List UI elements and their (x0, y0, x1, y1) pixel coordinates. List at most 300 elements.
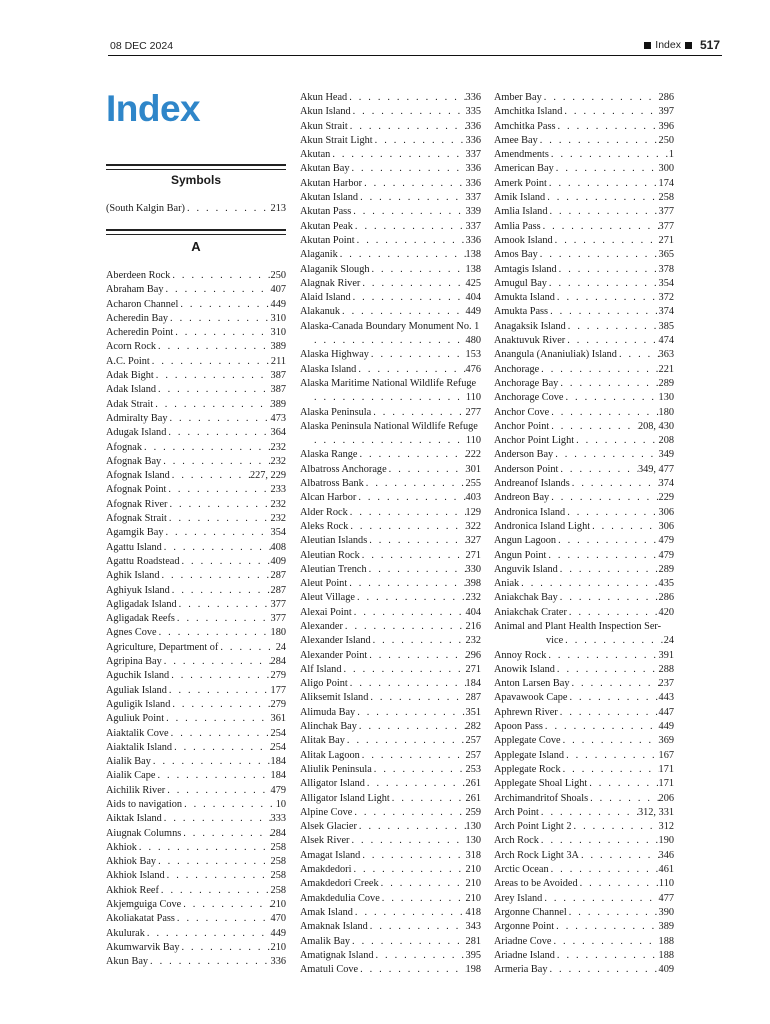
entry-page: 374 (658, 478, 674, 490)
dot-leader (564, 749, 658, 763)
entry-page: 258 (658, 192, 674, 204)
index-entry (494, 820, 674, 834)
index-column-2 (300, 91, 481, 977)
index-entry (494, 649, 674, 663)
index-entry (494, 434, 674, 448)
entry-name: Arey Island (494, 892, 543, 904)
entry-page: 349, 477 (637, 463, 674, 475)
page-title: Index (106, 88, 201, 129)
entry-page: 271 (465, 549, 481, 561)
entry-name: Aialik Bay (106, 756, 151, 768)
index-entry (300, 806, 481, 820)
index-entry (300, 620, 481, 634)
index-entry (494, 348, 674, 362)
entry-name: Ariadne Island (494, 949, 555, 961)
entry-name: Angun Point (494, 549, 547, 561)
dot-leader (165, 869, 271, 883)
header-section (644, 38, 720, 52)
dot-leader (567, 606, 659, 620)
dot-leader (159, 569, 270, 583)
dot-leader (159, 884, 271, 898)
entry-name: Anchorage (494, 363, 540, 375)
index-entry (106, 298, 286, 312)
entry-page: 336 (465, 92, 481, 103)
index-entry (300, 749, 481, 763)
index-entry (106, 812, 286, 826)
entry-name: Adak Strait (106, 398, 154, 410)
entry-name: Alaska Island (300, 363, 357, 375)
entry-page: 233 (270, 484, 286, 496)
dot-leader (355, 591, 466, 605)
entry-page: 372 (658, 292, 674, 304)
entry-name: Anagaksik Island (494, 320, 566, 332)
header-section-label: Index (655, 39, 681, 51)
entry-name: Aliksemit Island (300, 692, 369, 704)
entry-page: 306 (658, 520, 674, 532)
index-entry (494, 734, 674, 748)
index-entry (300, 91, 481, 105)
dot-leader (154, 369, 271, 383)
entry-page: 153 (465, 349, 481, 361)
entry-name: Aids to navigation (106, 798, 183, 810)
entry-page: 337 (465, 220, 481, 232)
entry-name: Archimandritof Shoals (494, 792, 589, 804)
entry-page: 210 (465, 878, 481, 890)
dot-leader (169, 727, 271, 741)
index-entry (106, 684, 286, 698)
entry-name: Alaska Peninsula (300, 406, 372, 418)
entry-page: 257 (465, 749, 481, 761)
dot-leader (177, 598, 271, 612)
entry-page: 180 (270, 627, 286, 639)
dot-leader (165, 784, 270, 798)
entry-name: Akhiok (106, 841, 137, 853)
entry-name: Alagnak River (300, 277, 361, 289)
entry-page: 336 (465, 177, 481, 189)
dot-leader (549, 491, 658, 505)
entry-name: American Bay (494, 163, 554, 175)
dot-leader (348, 520, 465, 534)
index-entry (300, 549, 481, 563)
entry-page: 284 (270, 827, 286, 839)
entry-page: 24 (663, 635, 674, 647)
entry-name: Aligo Point (300, 678, 348, 690)
entry-name: Agligadak Island (106, 598, 177, 610)
entry-page: 363 (658, 349, 674, 361)
dot-leader (549, 148, 669, 162)
entry-name: Akhiok Island (106, 870, 165, 882)
entry-page: 177 (270, 684, 286, 696)
dot-leader (565, 506, 658, 520)
entry-page: 409 (270, 555, 286, 567)
entry-name: Anchor Cove (494, 406, 550, 418)
entry-page: 184 (270, 770, 286, 782)
index-entry (300, 892, 481, 906)
entry-name: Argonne Point (494, 921, 555, 933)
entry-name: Anangula (Ananiuliak) Island (494, 349, 617, 361)
entry-page: 473 (270, 412, 286, 424)
entry-name: Amaknak Island (300, 921, 368, 933)
index-entry (106, 512, 286, 526)
entry-page: 188 (658, 935, 674, 947)
entry-name: Agriculture, Department of (106, 641, 219, 653)
dot-leader (355, 706, 465, 720)
index-entry (106, 655, 286, 669)
entry-name: Akutan Island (300, 192, 359, 204)
entry-name: Amtagis Island (494, 263, 557, 275)
index-entry (300, 277, 481, 291)
dot-leader (588, 792, 658, 806)
entry-name: Angun Lagoon (494, 535, 557, 547)
index-entry (106, 483, 286, 497)
entry-page: 361 (270, 713, 286, 725)
index-entry (300, 706, 481, 720)
entry-name: Amukta Island (494, 292, 555, 304)
entry-name: Akoliakatat Pass (106, 913, 175, 925)
entry-name: Andronica Island Light (494, 520, 591, 532)
index-entry (494, 906, 674, 920)
entry-name: Afognak Point (106, 484, 167, 496)
dot-leader (163, 283, 270, 297)
index-entry (106, 469, 286, 483)
entry-page: 279 (270, 670, 286, 682)
index-entry (494, 263, 674, 277)
dot-leader (351, 205, 465, 219)
index-entry (106, 927, 286, 941)
dot-leader (538, 248, 659, 262)
dot-leader (563, 391, 658, 405)
dot-leader (182, 798, 276, 812)
dot-leader (561, 763, 659, 777)
index-entry (106, 869, 286, 883)
index-entry (106, 884, 286, 898)
entry-page: 404 (465, 292, 481, 304)
dot-leader (166, 483, 270, 497)
entry-name: Andreanof Islands (494, 478, 570, 490)
index-entry (106, 612, 286, 626)
index-entry (494, 949, 674, 963)
entry-name: Amakdedulia Cove (300, 892, 380, 904)
entry-name: Alder Rock (300, 506, 348, 518)
entry-name: Amatignak Island (300, 949, 374, 961)
entry-page: 354 (658, 277, 674, 289)
index-entry (106, 326, 286, 340)
entry-name: Aiugnak Columns (106, 827, 182, 839)
entry-name: Albatross Bank (300, 478, 364, 490)
index-entry (494, 134, 674, 148)
entry-line-2 (300, 391, 481, 405)
section-a-rule (106, 229, 286, 235)
entry-name: A.C. Point (106, 355, 150, 367)
index-entry (300, 120, 481, 134)
entry-name: Alligator Island Light (300, 792, 390, 804)
entry-page: 221 (658, 363, 674, 375)
index-entry (106, 827, 286, 841)
index-entry (106, 398, 286, 412)
index-entry (300, 220, 481, 234)
index-entry (494, 534, 674, 548)
entry-page: 258 (270, 884, 286, 896)
dot-leader (368, 920, 466, 934)
entry-page: 477 (658, 892, 674, 904)
entry-name: Akhiok Reef (106, 884, 159, 896)
entry-name: Akutan (300, 149, 331, 161)
entry-name: Applegate Shoal Light (494, 778, 588, 790)
dot-leader (185, 203, 271, 214)
entry-page: 374 (658, 306, 674, 318)
dot-leader (349, 834, 465, 848)
index-column-1 (106, 269, 286, 970)
header-date: 08 DEC 2024 (110, 40, 174, 52)
entry-name: Akutan Pass (300, 206, 352, 218)
index-entry (494, 577, 674, 591)
entry-page: 300 (658, 163, 674, 175)
dot-leader (167, 512, 271, 526)
entry-name: Afognak Strait (106, 513, 167, 525)
entry-page: 129 (465, 506, 481, 518)
entry-name: Amchitka Pass (494, 120, 556, 132)
entry-page: 479 (270, 784, 286, 796)
entry-name: Acorn Rock (106, 341, 157, 353)
entry-page: 287 (270, 570, 286, 582)
entry-name: Amagat Island (300, 849, 361, 861)
entry-page: 330 (465, 563, 481, 575)
dot-leader (330, 148, 465, 162)
entry-page: 479 (658, 535, 674, 547)
entry-page: 216 (465, 620, 481, 632)
dot-leader (170, 698, 270, 712)
entry-name: Aniakchak Crater (494, 606, 567, 618)
entry-name: Alaganik (300, 249, 338, 261)
entry-page: 336 (465, 163, 481, 175)
index-entry (494, 305, 674, 319)
index-entry (106, 898, 286, 912)
dot-leader (566, 320, 659, 334)
entry-name: Afognak River (106, 498, 168, 510)
index-entry (106, 269, 286, 283)
index-entry (300, 348, 481, 362)
dot-leader (162, 655, 271, 669)
entry-page: 425 (465, 277, 481, 289)
dot-leader (547, 277, 659, 291)
index-entry (494, 120, 674, 134)
dot-leader (156, 340, 271, 354)
entry-name: Akun Island (300, 106, 351, 118)
square-bullet-icon (644, 42, 651, 49)
entry-name: Akumwarvik Bay (106, 941, 180, 953)
entry-name: Apoon Pass (494, 721, 543, 733)
dot-leader (166, 426, 270, 440)
index-entry (300, 963, 481, 977)
dot-leader (367, 534, 465, 548)
index-entry (106, 383, 286, 397)
entry-page: 365 (658, 249, 674, 261)
entry-name: Akun Head (300, 92, 348, 103)
dot-leader (368, 691, 465, 705)
index-entry (300, 320, 481, 349)
entry-name: Acheredin Bay (106, 312, 169, 324)
index-entry (494, 148, 674, 162)
entry-name: Akutan Peak (300, 220, 353, 232)
dot-leader (547, 963, 658, 977)
entry-page: 232 (270, 455, 286, 467)
entry-name: Alitak Lagoon (300, 749, 360, 761)
entry-page: 255 (465, 478, 481, 490)
entry-name: Agripina Bay (106, 656, 162, 668)
entry-name: Anguvik Island (494, 563, 558, 575)
entry-page: 174 (658, 177, 674, 189)
dot-leader (360, 749, 466, 763)
dot-leader (390, 792, 466, 806)
entry-name: Akutan Harbor (300, 177, 363, 189)
entry-page: 449 (658, 721, 674, 733)
entry-page: 110 (658, 878, 674, 890)
entry-page: 391 (658, 649, 674, 661)
index-entry (494, 663, 674, 677)
entry-page: 130 (465, 835, 481, 847)
entry-name: Aniakchak Bay (494, 592, 558, 604)
index-entry (494, 491, 674, 505)
entry-name: Amber Bay (494, 92, 542, 103)
dot-leader (561, 734, 659, 748)
entry-page: 378 (658, 263, 674, 275)
index-entry (300, 649, 481, 663)
entry-page: 403 (465, 492, 481, 504)
dot-leader (153, 398, 270, 412)
index-entry (300, 520, 481, 534)
entry-page: 190 (658, 835, 674, 847)
entry-page: 418 (465, 906, 481, 918)
index-entry (300, 448, 481, 462)
entry-page: 461 (658, 864, 674, 876)
entry-page: 306 (658, 506, 674, 518)
entry-page: 443 (658, 692, 674, 704)
dot-leader (170, 584, 271, 598)
entry-name: Amook Island (494, 234, 553, 246)
entry-name: Applegate Island (494, 749, 565, 761)
entry-name: Aguliak Island (106, 684, 167, 696)
entry-page: 180 (658, 406, 674, 418)
index-entry (494, 549, 674, 563)
entry-page: 337 (465, 192, 481, 204)
entry-page: 284 (270, 656, 286, 668)
entry-name: Alaganik Slough (300, 263, 370, 275)
dot-leader (563, 634, 664, 648)
entry-page: 409 (658, 964, 674, 976)
index-entry (106, 798, 286, 812)
index-entry (300, 849, 481, 863)
dot-leader (367, 563, 466, 577)
entry-name: Abraham Bay (106, 284, 164, 296)
entry-name: Aniak (494, 578, 520, 590)
entry-name: Aialik Cape (106, 770, 156, 782)
dot-leader (172, 741, 270, 755)
entry-page: 210 (465, 864, 481, 876)
entry-page: 211 (270, 355, 286, 367)
dot-leader (351, 105, 466, 119)
dot-leader (570, 477, 659, 491)
entry-page: 346 (658, 849, 674, 861)
index-entry (300, 363, 481, 377)
index-entry (494, 105, 674, 119)
dot-leader (578, 877, 659, 891)
index-entry (494, 291, 674, 305)
entry-page: 389 (658, 921, 674, 933)
dot-leader (350, 935, 466, 949)
entry-name: Anderson Bay (494, 449, 554, 461)
index-entry (106, 769, 286, 783)
entry-name: Alaid Island (300, 292, 351, 304)
entry-name: Akun Bay (106, 956, 149, 968)
entry-name: Areas to be Avoided (494, 878, 578, 890)
entry-name: Agnes Cove (106, 627, 157, 639)
index-entry (494, 606, 674, 620)
dot-leader (570, 677, 659, 691)
dot-leader (175, 612, 271, 626)
entry-page: 210 (465, 892, 481, 904)
entry-page: 310 (270, 327, 286, 339)
index-entry (106, 283, 286, 297)
index-entry (494, 834, 674, 848)
index-entry (300, 234, 481, 248)
entry-name: Aguligik Island (106, 698, 171, 710)
index-entry (300, 734, 481, 748)
entry-page: 258 (270, 856, 286, 868)
entry-name: Arch Point (494, 806, 539, 818)
dot-leader (371, 634, 466, 648)
index-entry (300, 534, 481, 548)
index-column-3 (494, 91, 674, 977)
entry-name: Aleutian Trench (300, 563, 367, 575)
entry-page: 449 (270, 927, 286, 939)
index-entry (494, 763, 674, 777)
index-entry (494, 877, 674, 891)
index-entry (494, 749, 674, 763)
index-entry (494, 677, 674, 691)
index-entry (106, 955, 286, 969)
entry-page: 369 (658, 735, 674, 747)
index-entry (494, 920, 674, 934)
entry-name: Afognak (106, 441, 143, 453)
index-entry (106, 712, 286, 726)
dot-leader (348, 120, 466, 134)
entry-page: 254 (270, 741, 286, 753)
entry-name: Anchor Point (494, 420, 550, 432)
entry-name: Afognak Bay (106, 455, 162, 467)
index-entry (300, 720, 481, 734)
entry-page: 318 (465, 849, 481, 861)
entry-name: Alexander (300, 620, 343, 632)
dot-leader (549, 406, 658, 420)
index-entry (300, 920, 481, 934)
entry-page: 310 (270, 312, 286, 324)
entry-page: 1 (668, 149, 674, 161)
entry-page: 364 (270, 427, 286, 439)
entry-page: 385 (658, 320, 674, 332)
entry-page: 288 (658, 663, 674, 675)
entry-page: 261 (465, 792, 481, 804)
index-entry (106, 498, 286, 512)
entry-name: Alaska Highway (300, 349, 369, 361)
entry-page: 333 (270, 813, 286, 825)
entry-name: Alsek Glacier (300, 821, 357, 833)
entry-page: 171 (658, 778, 674, 790)
entry-name: Aberdeen Rock (106, 270, 171, 281)
entry-page: 286 (658, 92, 674, 103)
dot-leader (565, 334, 658, 348)
dot-leader (180, 941, 271, 955)
index-entry (494, 720, 674, 734)
